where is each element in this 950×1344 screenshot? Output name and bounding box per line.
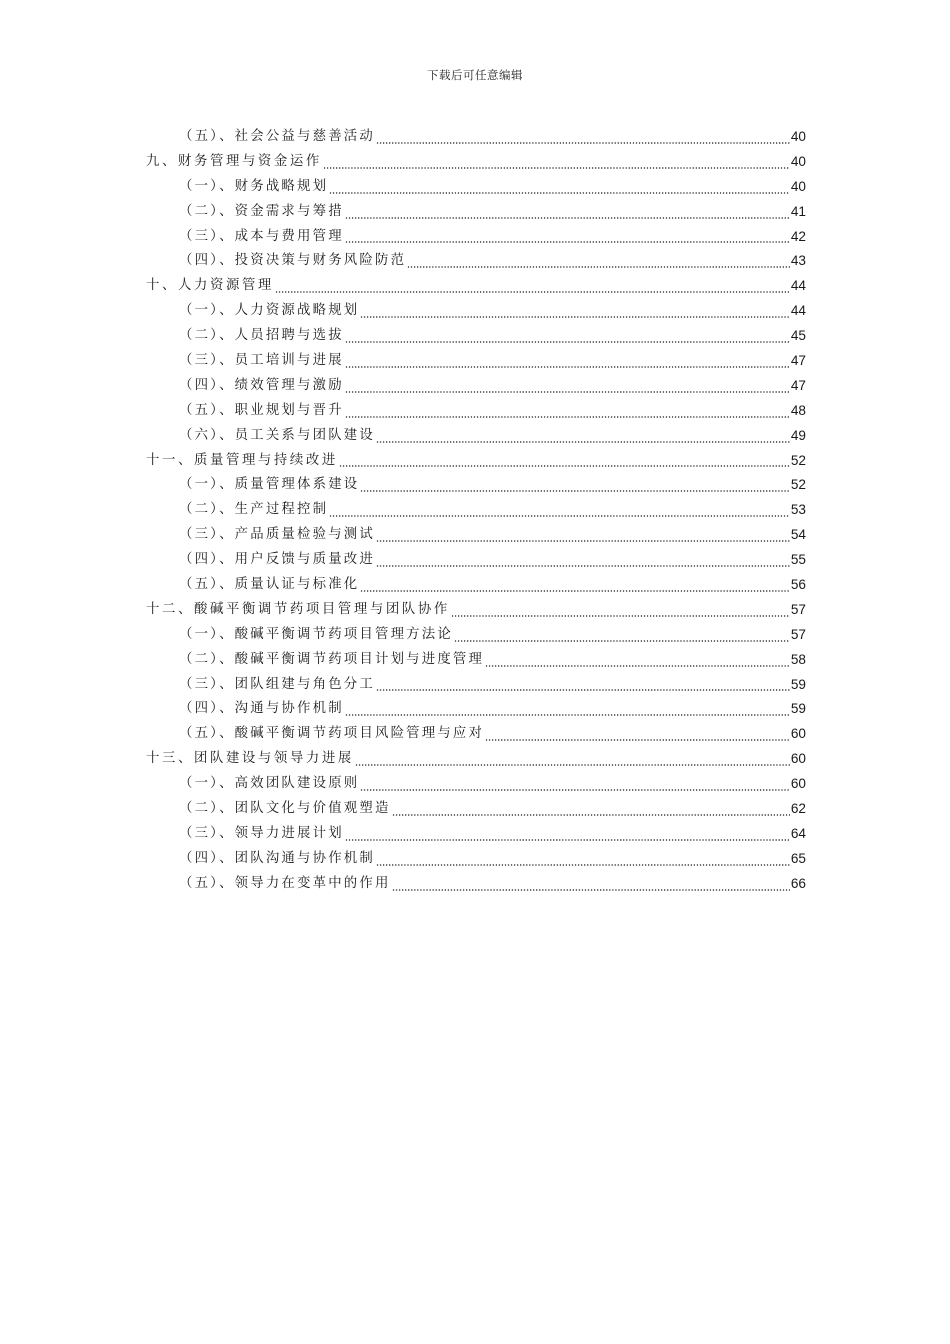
toc-section-entry[interactable] (146, 125, 806, 150)
dot-leader (345, 391, 790, 393)
toc-section-entry[interactable] (146, 175, 806, 200)
toc-entry-page-number: 59 (790, 676, 806, 692)
toc-entry-title: （五）、职业规划与晋升 (179, 402, 344, 418)
toc-entry-page-number: 40 (790, 153, 806, 169)
dot-leader (376, 864, 790, 866)
toc-entry-page-number: 45 (790, 328, 806, 344)
toc-section-entry[interactable] (146, 374, 806, 399)
toc-entry-page-number: 57 (790, 601, 806, 617)
toc-section-entry[interactable] (146, 349, 806, 374)
toc-entry-title: （五）、社会公益与慈善活动 (179, 128, 375, 144)
dot-leader (376, 441, 790, 443)
toc-entry-page-number: 48 (790, 402, 806, 418)
toc-section-entry[interactable] (146, 697, 806, 722)
toc-entry-title: （六）、员工关系与团队建设 (179, 427, 375, 443)
toc-entry-page-number: 60 (790, 751, 806, 767)
toc-entry-page-number: 44 (790, 303, 806, 319)
toc-section-entry[interactable] (146, 473, 806, 498)
toc-entry-page-number: 52 (790, 477, 806, 493)
toc-entry-title: 十三、团队建设与领导力进展 (146, 751, 354, 767)
toc-entry-title: （一）、酸碱平衡调节药项目管理方法论 (179, 626, 453, 642)
dot-leader (345, 366, 790, 368)
toc-entry-page-number: 42 (790, 228, 806, 244)
toc-section-entry[interactable] (146, 498, 806, 523)
dot-leader (376, 565, 790, 567)
toc-entry-title: （三）、产品质量检验与测试 (179, 527, 375, 543)
toc-entry-page-number: 47 (790, 377, 806, 393)
dot-leader (360, 490, 789, 492)
toc-entry-title: （五）、领导力在变革中的作用 (179, 875, 391, 891)
dot-leader (275, 291, 790, 293)
toc-chapter-entry[interactable] (146, 274, 806, 299)
toc-entry-page-number: 40 (790, 178, 806, 194)
toc-chapter-entry[interactable] (146, 747, 806, 772)
dot-leader (454, 640, 790, 642)
toc-entry-title: （一）、财务战略规划 (179, 178, 329, 194)
dot-leader (376, 142, 790, 144)
toc-section-entry[interactable] (146, 822, 806, 847)
toc-section-entry[interactable] (146, 722, 806, 747)
dot-leader (345, 416, 790, 418)
table-of-contents (146, 125, 806, 897)
toc-section-entry[interactable] (146, 623, 806, 648)
toc-entry-page-number: 40 (790, 128, 806, 144)
dot-leader (345, 714, 790, 716)
toc-entry-title: （三）、成本与费用管理 (179, 228, 344, 244)
toc-entry-title: （四）、绩效管理与激励 (179, 377, 344, 393)
toc-section-entry[interactable] (146, 523, 806, 548)
dot-leader (407, 266, 790, 268)
dot-leader (485, 665, 790, 667)
toc-entry-page-number: 53 (790, 502, 806, 518)
dot-leader (345, 217, 790, 219)
toc-entry-title: （二）、资金需求与筹措 (179, 203, 344, 219)
toc-entry-title: （三）、领导力进展计划 (179, 825, 344, 841)
dot-leader (360, 789, 789, 791)
toc-entry-page-number: 52 (790, 452, 806, 468)
toc-chapter-entry[interactable] (146, 449, 806, 474)
toc-entry-page-number: 59 (790, 701, 806, 717)
dot-leader (345, 241, 790, 243)
toc-section-entry[interactable] (146, 548, 806, 573)
toc-entry-title: （二）、生产过程控制 (179, 502, 329, 518)
toc-entry-page-number: 54 (790, 527, 806, 543)
toc-chapter-entry[interactable] (146, 598, 806, 623)
toc-entry-page-number: 66 (790, 875, 806, 891)
dot-leader (392, 814, 790, 816)
dot-leader (345, 341, 790, 343)
toc-section-entry[interactable] (146, 648, 806, 673)
toc-entry-page-number: 47 (790, 353, 806, 368)
toc-entry-title: （二）、团队文化与价值观塑造 (179, 801, 391, 817)
dot-leader (345, 839, 790, 841)
dot-leader (376, 689, 790, 691)
toc-entry-page-number: 55 (790, 552, 806, 568)
toc-entry-title: 十一、质量管理与持续改进 (146, 452, 338, 468)
dot-leader (485, 739, 790, 741)
toc-entry-title: （四）、投资决策与财务风险防范 (179, 253, 407, 269)
toc-section-entry[interactable] (146, 200, 806, 225)
toc-entry-title: （二）、酸碱平衡调节药项目计划与进度管理 (179, 651, 485, 667)
toc-entry-title: （一）、人力资源战略规划 (179, 303, 360, 319)
dot-leader (355, 764, 790, 766)
toc-entry-page-number: 56 (790, 577, 806, 593)
toc-entry-title: （四）、沟通与协作机制 (179, 701, 344, 717)
dot-leader (376, 540, 790, 542)
toc-entry-page-number: 43 (790, 253, 806, 269)
toc-entry-title: （五）、质量认证与标准化 (179, 577, 360, 593)
toc-chapter-entry[interactable] (146, 150, 806, 175)
toc-entry-page-number: 60 (790, 726, 806, 742)
toc-entry-page-number: 60 (790, 776, 806, 792)
toc-entry-page-number: 44 (790, 278, 806, 294)
dot-leader (329, 192, 790, 194)
toc-entry-title: （五）、酸碱平衡调节药项目风险管理与应对 (179, 726, 485, 742)
toc-entry-title: 九、财务管理与资金运作 (146, 153, 322, 169)
toc-entry-title: （一）、质量管理体系建设 (179, 477, 360, 493)
toc-section-entry[interactable] (146, 299, 806, 324)
toc-entry-page-number: 62 (790, 801, 806, 817)
toc-section-entry[interactable] (146, 673, 806, 698)
toc-section-entry[interactable] (146, 872, 806, 897)
toc-entry-page-number: 49 (790, 427, 806, 443)
page-header: 下载后可任意编辑 (427, 68, 523, 82)
dot-leader (323, 167, 790, 169)
toc-entry-page-number: 57 (790, 626, 806, 642)
toc-section-entry[interactable] (146, 249, 806, 274)
toc-section-entry[interactable] (146, 324, 806, 349)
toc-entry-title: （四）、用户反馈与质量改进 (179, 552, 375, 568)
toc-entry-title: （二）、人员招聘与选拔 (179, 328, 344, 344)
toc-entry-title: 十、人力资源管理 (146, 278, 274, 294)
dot-leader (392, 889, 790, 891)
dot-leader (339, 465, 790, 467)
toc-section-entry[interactable] (146, 399, 806, 424)
toc-section-entry[interactable] (146, 847, 806, 872)
toc-entry-title: （一）、高效团队建设原则 (179, 776, 360, 792)
toc-section-entry[interactable] (146, 772, 806, 797)
dot-leader (360, 316, 789, 318)
toc-section-entry[interactable] (146, 573, 806, 598)
toc-entry-title: 十二、酸碱平衡调节药项目管理与团队协作 (146, 601, 450, 617)
toc-entry-title: （三）、团队组建与角色分工 (179, 676, 375, 692)
toc-section-entry[interactable] (146, 225, 806, 250)
dot-leader (329, 515, 790, 517)
toc-section-entry[interactable] (146, 797, 806, 822)
toc-entry-title: （四）、团队沟通与协作机制 (179, 850, 375, 866)
dot-leader (451, 615, 790, 617)
toc-section-entry[interactable] (146, 424, 806, 449)
toc-entry-title: （三）、员工培训与进展 (179, 353, 344, 368)
dot-leader (360, 590, 789, 592)
toc-entry-page-number: 58 (790, 651, 806, 667)
toc-entry-page-number: 65 (790, 850, 806, 866)
toc-entry-page-number: 41 (790, 203, 806, 219)
toc-entry-page-number: 64 (790, 825, 806, 841)
